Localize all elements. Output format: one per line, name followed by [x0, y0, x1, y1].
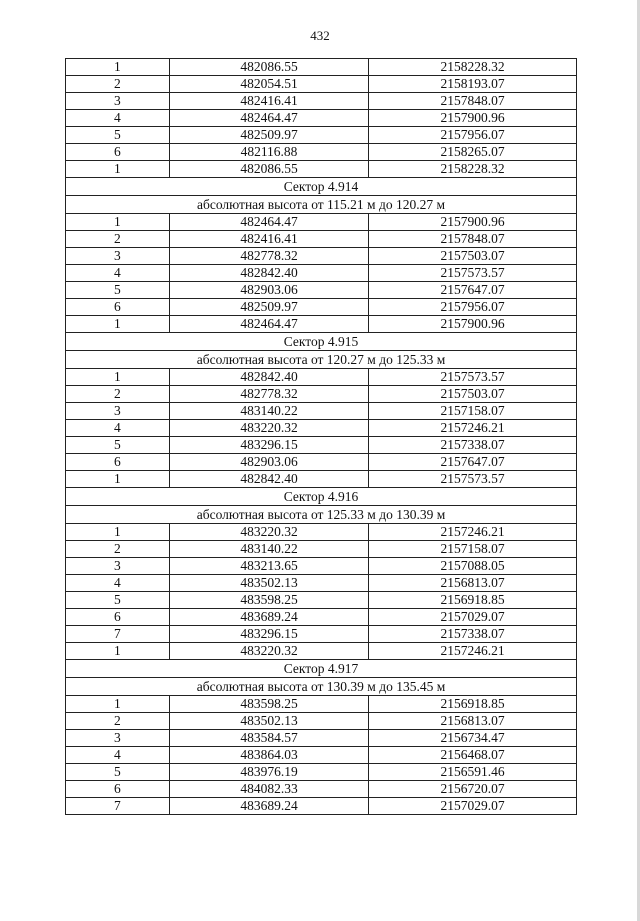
point-row: [66, 76, 577, 93]
point-number: 1: [66, 471, 170, 488]
x-coordinate: 482842.40: [170, 369, 369, 386]
x-coordinate: 482464.47: [170, 110, 369, 127]
y-coordinate: 2157338.07: [369, 626, 577, 643]
point-row: [66, 798, 577, 815]
y-coordinate: 2157848.07: [369, 93, 577, 110]
point-number: 1: [66, 316, 170, 333]
point-row: [66, 282, 577, 299]
point-row: [66, 541, 577, 558]
sector-altitude: абсолютная высота от 130.39 м до 135.45 м: [66, 678, 577, 696]
point-number: 5: [66, 764, 170, 781]
point-number: 2: [66, 231, 170, 248]
x-coordinate: 483689.24: [170, 798, 369, 815]
point-row: [66, 558, 577, 575]
y-coordinate: 2156734.47: [369, 730, 577, 747]
sector-title: Сектор 4.916: [66, 488, 577, 506]
x-coordinate: 482464.47: [170, 214, 369, 231]
point-row: [66, 403, 577, 420]
x-coordinate: 482842.40: [170, 265, 369, 282]
point-row: [66, 265, 577, 282]
point-row: [66, 696, 577, 713]
sector-title: Сектор 4.917: [66, 660, 577, 678]
point-number: 7: [66, 798, 170, 815]
y-coordinate: 2157503.07: [369, 386, 577, 403]
x-coordinate: 483220.32: [170, 524, 369, 541]
point-row: [66, 144, 577, 161]
point-number: 4: [66, 110, 170, 127]
point-number: 6: [66, 609, 170, 626]
point-number: 3: [66, 730, 170, 747]
x-coordinate: 483689.24: [170, 609, 369, 626]
x-coordinate: 483502.13: [170, 713, 369, 730]
point-row: [66, 248, 577, 265]
point-row: [66, 214, 577, 231]
x-coordinate: 483296.15: [170, 437, 369, 454]
x-coordinate: 482416.41: [170, 231, 369, 248]
y-coordinate: 2158228.32: [369, 59, 577, 76]
y-coordinate: 2156591.46: [369, 764, 577, 781]
x-coordinate: 482416.41: [170, 93, 369, 110]
x-coordinate: 482054.51: [170, 76, 369, 93]
point-number: 4: [66, 747, 170, 764]
point-row: [66, 781, 577, 798]
point-row: [66, 730, 577, 747]
point-number: 5: [66, 592, 170, 609]
point-number: 2: [66, 713, 170, 730]
x-coordinate: 483584.57: [170, 730, 369, 747]
point-number: 1: [66, 696, 170, 713]
point-number: 3: [66, 558, 170, 575]
point-row: [66, 369, 577, 386]
x-coordinate: 482778.32: [170, 248, 369, 265]
x-coordinate: 482086.55: [170, 59, 369, 76]
page-number: 432: [310, 28, 330, 43]
x-coordinate: 482778.32: [170, 386, 369, 403]
y-coordinate: 2157956.07: [369, 127, 577, 144]
point-row: [66, 471, 577, 488]
x-coordinate: 482509.97: [170, 127, 369, 144]
sector-altitude-row: [66, 678, 577, 696]
point-row: [66, 592, 577, 609]
point-row: [66, 575, 577, 592]
sector-altitude: абсолютная высота от 120.27 м до 125.33 м: [66, 351, 577, 369]
sector-altitude: абсолютная высота от 115.21 м до 120.27 м: [66, 196, 577, 214]
point-number: 2: [66, 76, 170, 93]
point-number: 4: [66, 420, 170, 437]
point-row: [66, 59, 577, 76]
y-coordinate: 2157503.07: [369, 248, 577, 265]
point-row: [66, 386, 577, 403]
x-coordinate: 482464.47: [170, 316, 369, 333]
y-coordinate: 2156813.07: [369, 575, 577, 592]
point-row: [66, 127, 577, 144]
x-coordinate: 483140.22: [170, 403, 369, 420]
x-coordinate: 483220.32: [170, 643, 369, 660]
point-number: 6: [66, 144, 170, 161]
sector-title: Сектор 4.914: [66, 178, 577, 196]
y-coordinate: 2158265.07: [369, 144, 577, 161]
y-coordinate: 2157647.07: [369, 282, 577, 299]
sector-title-row: [66, 333, 577, 351]
y-coordinate: 2157573.57: [369, 265, 577, 282]
point-row: [66, 626, 577, 643]
x-coordinate: 482086.55: [170, 161, 369, 178]
x-coordinate: 483598.25: [170, 592, 369, 609]
coordinates-table: [65, 58, 577, 815]
point-row: [66, 524, 577, 541]
point-row: [66, 93, 577, 110]
y-coordinate: 2157158.07: [369, 541, 577, 558]
point-number: 1: [66, 161, 170, 178]
y-coordinate: 2157158.07: [369, 403, 577, 420]
y-coordinate: 2157573.57: [369, 471, 577, 488]
point-number: 5: [66, 282, 170, 299]
y-coordinate: 2158228.32: [369, 161, 577, 178]
point-row: [66, 299, 577, 316]
point-number: 6: [66, 454, 170, 471]
sector-altitude-row: [66, 506, 577, 524]
y-coordinate: 2157900.96: [369, 214, 577, 231]
y-coordinate: 2157573.57: [369, 369, 577, 386]
x-coordinate: 483213.65: [170, 558, 369, 575]
x-coordinate: 482509.97: [170, 299, 369, 316]
x-coordinate: 483864.03: [170, 747, 369, 764]
point-row: [66, 231, 577, 248]
y-coordinate: 2157029.07: [369, 609, 577, 626]
point-row: [66, 454, 577, 471]
y-coordinate: 2156720.07: [369, 781, 577, 798]
x-coordinate: 483296.15: [170, 626, 369, 643]
point-row: [66, 420, 577, 437]
x-coordinate: 483976.19: [170, 764, 369, 781]
sector-altitude-row: [66, 196, 577, 214]
y-coordinate: 2158193.07: [369, 76, 577, 93]
y-coordinate: 2156468.07: [369, 747, 577, 764]
point-row: [66, 764, 577, 781]
y-coordinate: 2156813.07: [369, 713, 577, 730]
x-coordinate: 483598.25: [170, 696, 369, 713]
y-coordinate: 2157647.07: [369, 454, 577, 471]
point-row: [66, 643, 577, 660]
y-coordinate: 2157246.21: [369, 420, 577, 437]
point-number: 1: [66, 643, 170, 660]
point-row: [66, 316, 577, 333]
point-number: 5: [66, 437, 170, 454]
sector-title: Сектор 4.915: [66, 333, 577, 351]
x-coordinate: 483140.22: [170, 541, 369, 558]
y-coordinate: 2156918.85: [369, 592, 577, 609]
point-row: [66, 609, 577, 626]
sector-title-row: [66, 660, 577, 678]
point-number: 3: [66, 248, 170, 265]
y-coordinate: 2157900.96: [369, 110, 577, 127]
point-number: 1: [66, 369, 170, 386]
sector-altitude-row: [66, 351, 577, 369]
point-number: 1: [66, 214, 170, 231]
point-number: 4: [66, 575, 170, 592]
y-coordinate: 2157246.21: [369, 643, 577, 660]
y-coordinate: 2157956.07: [369, 299, 577, 316]
y-coordinate: 2157029.07: [369, 798, 577, 815]
point-number: 3: [66, 403, 170, 420]
sector-title-row: [66, 488, 577, 506]
y-coordinate: 2157088.05: [369, 558, 577, 575]
point-number: 5: [66, 127, 170, 144]
point-number: 7: [66, 626, 170, 643]
point-number: 1: [66, 59, 170, 76]
point-row: [66, 110, 577, 127]
y-coordinate: 2157246.21: [369, 524, 577, 541]
sector-altitude: абсолютная высота от 125.33 м до 130.39 м: [66, 506, 577, 524]
point-row: [66, 161, 577, 178]
point-number: 4: [66, 265, 170, 282]
x-coordinate: 483220.32: [170, 420, 369, 437]
sector-title-row: [66, 178, 577, 196]
point-number: 6: [66, 299, 170, 316]
y-coordinate: 2157338.07: [369, 437, 577, 454]
y-coordinate: 2157900.96: [369, 316, 577, 333]
point-number: 2: [66, 386, 170, 403]
coordinates-table-body: [66, 59, 577, 815]
point-number: 2: [66, 541, 170, 558]
point-number: 6: [66, 781, 170, 798]
point-row: [66, 747, 577, 764]
x-coordinate: 482903.06: [170, 282, 369, 299]
point-number: 3: [66, 93, 170, 110]
point-row: [66, 437, 577, 454]
point-number: 1: [66, 524, 170, 541]
x-coordinate: 484082.33: [170, 781, 369, 798]
x-coordinate: 482116.88: [170, 144, 369, 161]
x-coordinate: 482903.06: [170, 454, 369, 471]
x-coordinate: 483502.13: [170, 575, 369, 592]
y-coordinate: 2157848.07: [369, 231, 577, 248]
y-coordinate: 2156918.85: [369, 696, 577, 713]
x-coordinate: 482842.40: [170, 471, 369, 488]
point-row: [66, 713, 577, 730]
